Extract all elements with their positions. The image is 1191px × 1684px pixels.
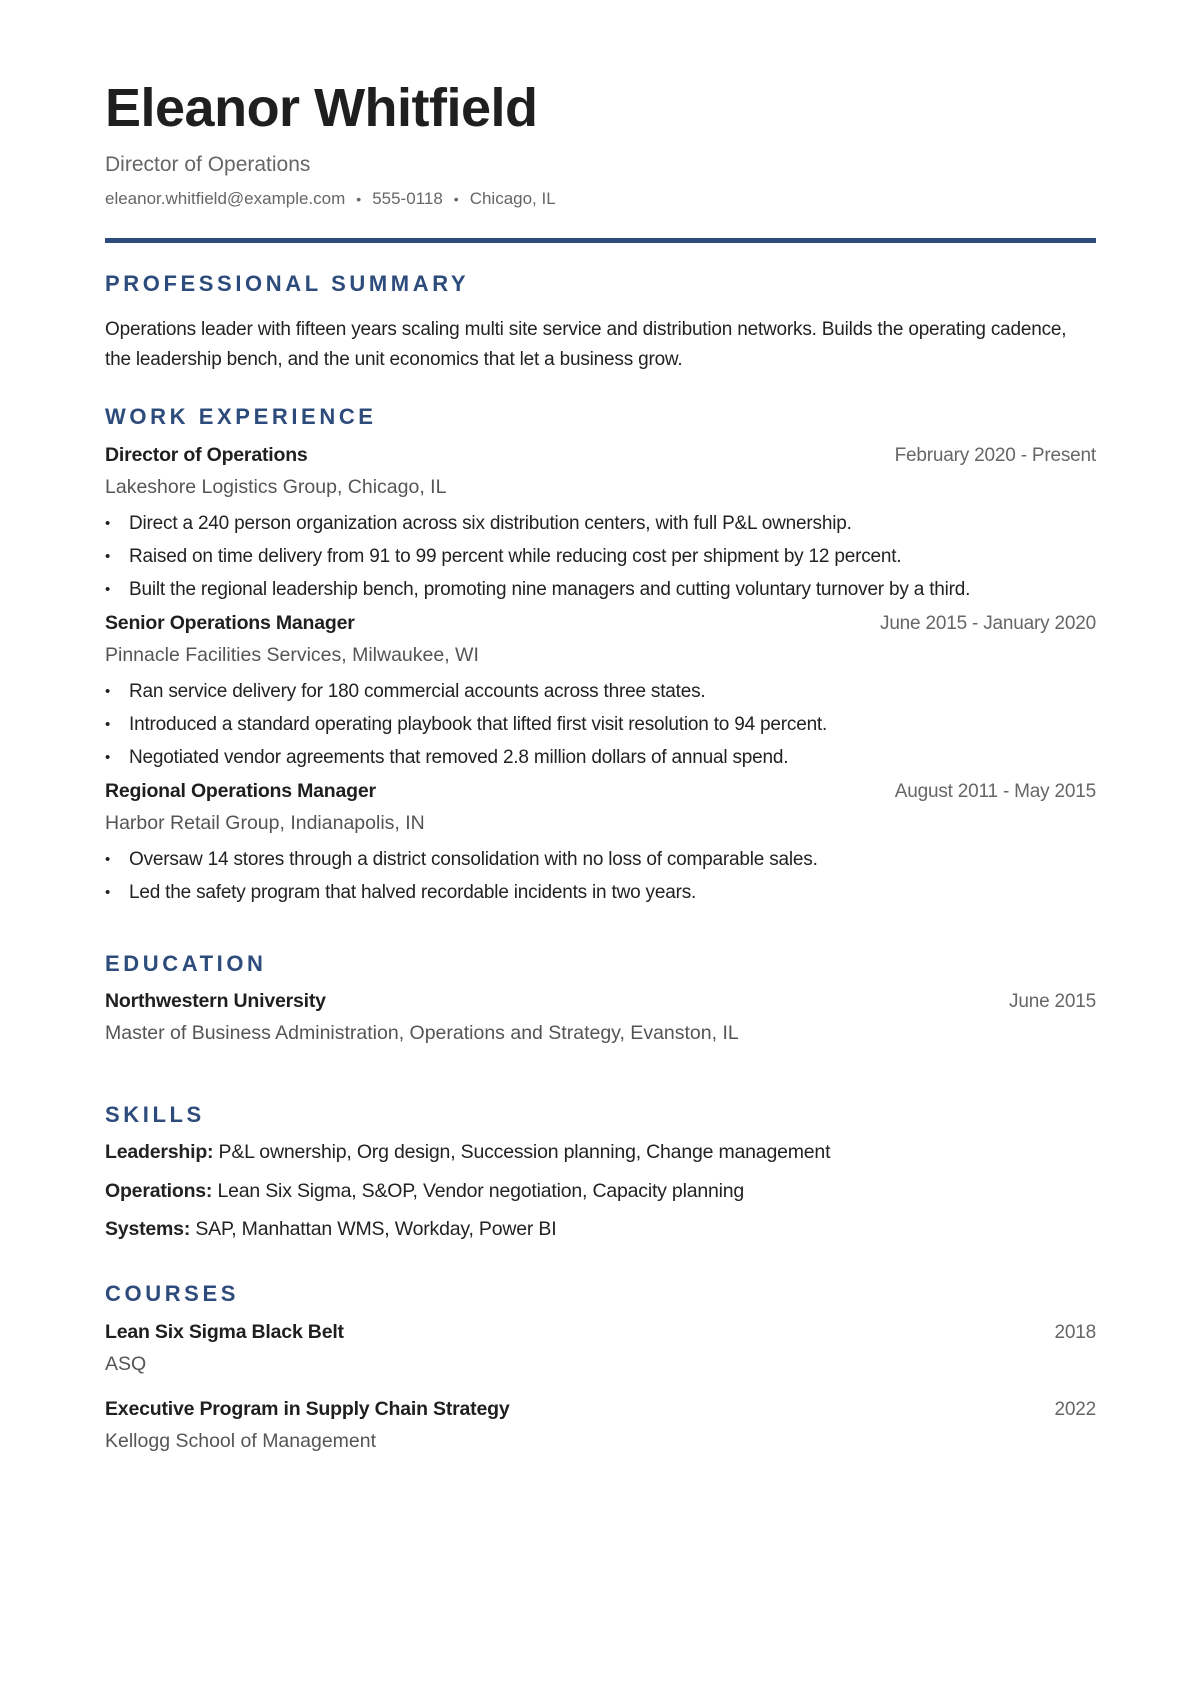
- job-company: Pinnacle Facilities Services, Milwaukee, WI: [105, 644, 479, 666]
- job-bullet: • Direct a 240 person organization across six distribution centers, with full P&L ownership.: [105, 507, 1096, 540]
- header-divider: [105, 238, 1096, 243]
- skill-label: Systems:: [105, 1218, 191, 1240]
- courses-section: [105, 1283, 1096, 1305]
- contact-location: Chicago, IL: [469, 188, 556, 208]
- skill-label: Operations:: [105, 1179, 213, 1202]
- summary-section: [105, 273, 1096, 375]
- job-bullet: • Introduced a standard operating playbook that lifted first visit resolution to 94 percent.: [105, 708, 1096, 741]
- job-dates: August 2011 - May 2015: [894, 781, 1096, 802]
- course-year: 2018: [1054, 1322, 1096, 1343]
- job-role: Director of Operations: [105, 444, 308, 466]
- course-name: Lean Six Sigma Black Belt: [105, 1321, 344, 1343]
- course-entry: [105, 1398, 1096, 1453]
- job-role: Senior Operations Manager: [105, 612, 355, 634]
- job-bullets: [105, 675, 1096, 774]
- section-title-courses: COURSES: [105, 1281, 239, 1306]
- skill-value: Lean Six Sigma, S&OP, Vendor negotiation, Capacity planning: [217, 1179, 745, 1202]
- experience-section: [105, 406, 1096, 428]
- job-bullets: [105, 843, 1096, 909]
- job-bullet: • Ran service delivery for 180 commercial accounts across three states.: [105, 675, 1096, 708]
- job-entry: [105, 444, 1096, 606]
- job-company: Harbor Retail Group, Indianapolis, IN: [105, 812, 425, 834]
- section-title-summary: PROFESSIONAL SUMMARY: [105, 271, 470, 296]
- course-provider: Kellogg School of Management: [105, 1430, 377, 1452]
- section-title-skills: SKILLS: [105, 1102, 205, 1127]
- contact-phone[interactable]: 555-0118: [372, 188, 443, 208]
- education-school: Northwestern University: [105, 990, 326, 1012]
- job-dates: February 2020 - Present: [894, 445, 1096, 466]
- course-name: Executive Program in Supply Chain Strategy: [105, 1398, 510, 1420]
- course-provider: ASQ: [105, 1353, 147, 1375]
- skill-line: [105, 1210, 1096, 1249]
- candidate-headline: Director of Operations: [105, 152, 311, 176]
- contact-separator: •: [453, 190, 459, 207]
- skill-value: SAP, Manhattan WMS, Workday, Power BI: [195, 1218, 557, 1240]
- contact-separator: •: [356, 190, 362, 207]
- course-year: 2022: [1054, 1399, 1096, 1420]
- education-entry: [105, 990, 1096, 1045]
- job-entry: [105, 612, 1096, 774]
- contact-email[interactable]: eleanor.whitfield@example.com: [105, 188, 346, 208]
- job-bullet: • Negotiated vendor agreements that removed 2.8 million dollars of annual spend.: [105, 741, 1096, 774]
- skill-line: [105, 1172, 1096, 1211]
- course-entry: [105, 1321, 1096, 1376]
- job-bullet: • Led the safety program that halved recordable incidents in two years.: [105, 876, 1096, 909]
- job-entry: [105, 780, 1096, 909]
- skill-line: [105, 1133, 1096, 1172]
- skill-value: P&L ownership, Org design, Succession planning, Change management: [218, 1141, 831, 1163]
- education-degree: Master of Business Administration, Operations and Strategy, Evanston, IL: [105, 1022, 739, 1044]
- candidate-name: Eleanor Whitfield: [105, 78, 538, 138]
- education-date: June 2015: [1009, 991, 1096, 1012]
- job-company: Lakeshore Logistics Group, Chicago, IL: [105, 476, 447, 498]
- education-section: [105, 953, 1096, 975]
- job-bullets: [105, 507, 1096, 606]
- section-title-experience: WORK EXPERIENCE: [105, 404, 377, 429]
- job-bullet: • Raised on time delivery from 91 to 99 percent while reducing cost per shipment by 12 percent.: [105, 540, 1096, 573]
- job-bullet: • Built the regional leadership bench, promoting nine managers and cutting voluntary turnover by a third.: [105, 573, 1096, 606]
- skills-section: [105, 1104, 1096, 1126]
- section-title-education: EDUCATION: [105, 951, 267, 976]
- job-bullet: • Oversaw 14 stores through a district consolidation with no loss of comparable sales.: [105, 843, 1096, 876]
- skill-label: Leadership:: [105, 1141, 214, 1163]
- summary-text: Operations leader with fifteen years scaling multi site service and distribution networks. Builds the operating cadence, the leadership bench, and the unit economics that let a business grow.: [105, 319, 1067, 370]
- job-role: Regional Operations Manager: [105, 780, 376, 802]
- contact-line: [105, 189, 1096, 209]
- job-dates: June 2015 - January 2020: [880, 613, 1096, 634]
- skills-list: [105, 1133, 1096, 1249]
